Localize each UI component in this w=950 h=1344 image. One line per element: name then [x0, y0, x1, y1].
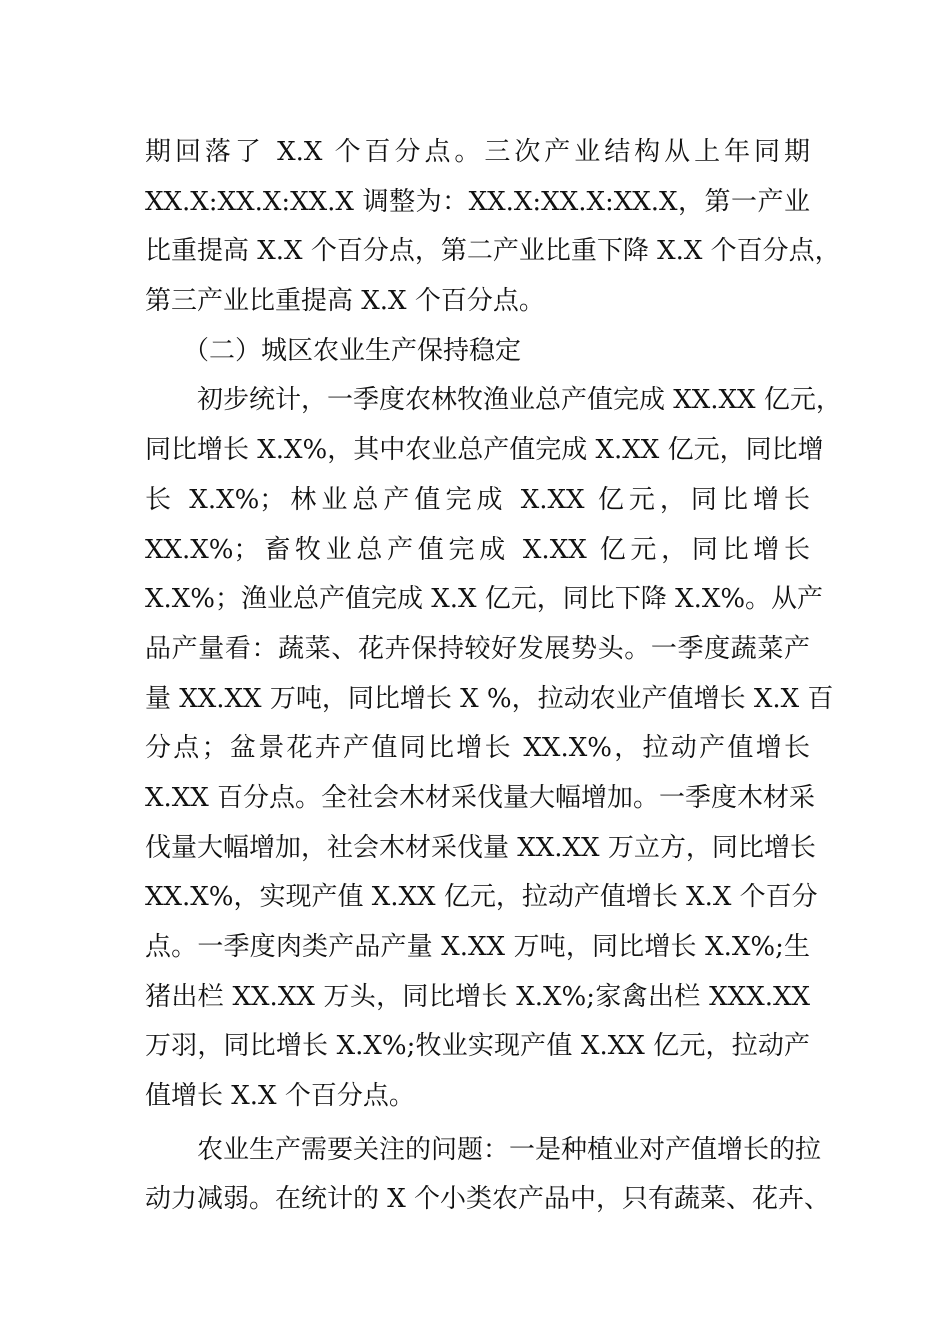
p2-line-3: 长 X.X%；林业总产值完成 X.XX 亿元，同比增长 [145, 484, 810, 515]
p2-line-6: 品产量看：蔬菜、花卉保持较好发展势头。一季度蔬菜产 [145, 633, 810, 664]
p1-line-4: 第三产业比重提高 X.X 个百分点。 [145, 286, 545, 317]
p2-line-5: X.X%；渔业总产值完成 X.X 亿元，同比下降 X.X%。从产 [145, 584, 824, 615]
p2-line-9: X.XX 百分点。全社会木材采伐量大幅增加。一季度木材采 [145, 782, 816, 813]
p1-line-3: 比重提高 X.X 个百分点，第二产业比重下降 X.X 个百分点， [145, 236, 841, 267]
p3-line-1: 农业生产需要关注的问题：一是种植业对产值增长的拉 [197, 1134, 822, 1165]
p2-line-12: 点。一季度肉类产品产量 X.XX 万吨，同比增长 X.X%;生 [145, 932, 810, 962]
p2-line-4: XX.X%；畜牧业总产值完成 X.XX 亿元，同比增长 [145, 534, 810, 565]
p2-line-1: 初步统计，一季度农林牧渔业总产值完成 XX.XX 亿元， [197, 385, 842, 416]
p2-line-11: XX.X%，实现产值 X.XX 亿元，拉动产值增长 X.X 个百分 [145, 882, 818, 913]
document-body [145, 128, 842, 1225]
p2-line-2: 同比增长 X.X%，其中农业总产值完成 X.XX 亿元，同比增 [145, 435, 824, 466]
p3-line-2: 动力减弱。在统计的 X 个小类农产品中，只有蔬菜、花卉、 [145, 1184, 831, 1215]
p2-line-10: 伐量大幅增加，社会木材采伐量 XX.XX 万立方，同比增长 [145, 832, 816, 863]
p1-line-2: XX.X:XX.X:XX.X 调整为：XX.X:XX.X:XX.X，第一产业 [145, 186, 810, 217]
section-heading: （二）城区农业生产保持稳定 [183, 335, 522, 366]
p2-line-15: 值增长 X.X 个百分点。 [145, 1081, 415, 1112]
p2-line-13: 猪出栏 XX.XX 万头，同比增长 X.X%;家禽出栏 XXX.XX [145, 981, 810, 1012]
p2-line-14: 万羽，同比增长 X.X%;牧业实现产值 X.XX 亿元，拉动产 [145, 1031, 810, 1062]
p2-line-8: 分点；盆景花卉产值同比增长 XX.X%，拉动产值增长 [145, 733, 810, 764]
p1-line-1: 期回落了 X.X 个百分点。三次产业结构从上年同期 [145, 137, 810, 167]
p2-line-7: 量 XX.XX 万吨，同比增长 X %，拉动农业产值增长 X.X 百 [145, 683, 834, 714]
